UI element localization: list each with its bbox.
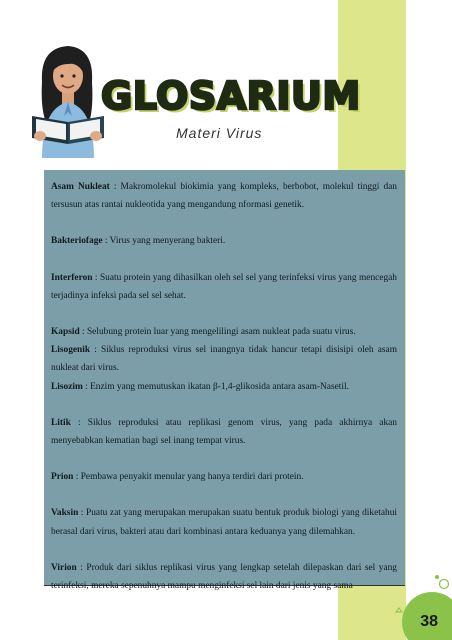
glossary-entry (51, 504, 397, 540)
glossary-term: Lisozim (51, 381, 83, 392)
glossary-definition: : Pembawa penyakit menular yang hanya terdiri dari protein. (73, 472, 304, 483)
glossary-definition: : Siklus reproduksi atau replikasi genom virus, yang pada akhirnya akan menyebabkan kematian bagi sel inang tempat virus. (51, 417, 397, 447)
glossary-term: Vaksin (51, 508, 79, 519)
glossary-entry (51, 269, 397, 305)
woman-reading-book-icon (28, 38, 108, 158)
glossary-term: Bakteriofage (51, 236, 103, 247)
glossary-entry (51, 341, 397, 377)
page-title: GLOSARIUM (101, 74, 361, 118)
glossary-definition: : Siklus reproduksi virus sel inangnya tidak hancur tetapi disisipi oleh asam nukleat dari virus. (51, 345, 397, 374)
page-subtitle: Materi Virus (176, 125, 263, 141)
glossary-definition: : Virus yang menyerang bakteri. (102, 236, 226, 247)
glossary-term: Interferon (51, 272, 93, 283)
glossary-term: Kapsid (51, 327, 80, 338)
glossary-entry (51, 323, 397, 341)
glossary-entry (51, 468, 397, 486)
glossary-definition: : Makromolekul biokimia yang kompleks, berbobot, molekul tinggi dan tersusun atas rantai nukleotida yang mengandung nformasi genetik. (51, 182, 397, 211)
glossary-term: Litik (51, 417, 71, 428)
glossary-definition: : Selubung protein luar yang mengelilingi asam nukleat pada suatu virus. (79, 327, 356, 338)
glossary-entry (51, 559, 397, 595)
glossary-definition: : Enzim yang memutuskan ikatan β-1,4-glikosida antara asam-Nasetil. (82, 381, 349, 392)
glossary-entry (51, 178, 397, 214)
glossary-term: Virion (51, 562, 77, 573)
glossary-entry (51, 232, 397, 250)
header (0, 0, 452, 170)
glossary-term: Asam Nukleat (51, 182, 110, 192)
green-circle-badge-icon (382, 570, 452, 640)
glossary-entry (51, 378, 397, 396)
glossary-definition: : Produk dari siklus replikasi virus yang lengkap setelah dilepaskan dari sel yang terinfeksi, mereka sepenuhnya mampu menginfeksi sel lain dari jenis yang sama (51, 562, 397, 592)
glossary-definition: : Puatu zat yang merupakan merupakan suatu bentuk produk biologi yang diketahui berasal dari virus, bakteri atau dari kombinasi antara keduanya yang dilemahkan. (51, 508, 397, 537)
glossary-entry (51, 414, 397, 450)
glossary-panel (44, 170, 405, 592)
page-number: 38 (420, 613, 438, 630)
glossary-term: Prion (51, 472, 74, 483)
glossary-definition: : Suatu protein yang dihasilkan oleh sel sel yang terinfeksi virus yang mencegah terjadinya infeksi pada sel sel sehat. (51, 272, 397, 301)
glossary-term: Lisogenik (51, 345, 91, 356)
